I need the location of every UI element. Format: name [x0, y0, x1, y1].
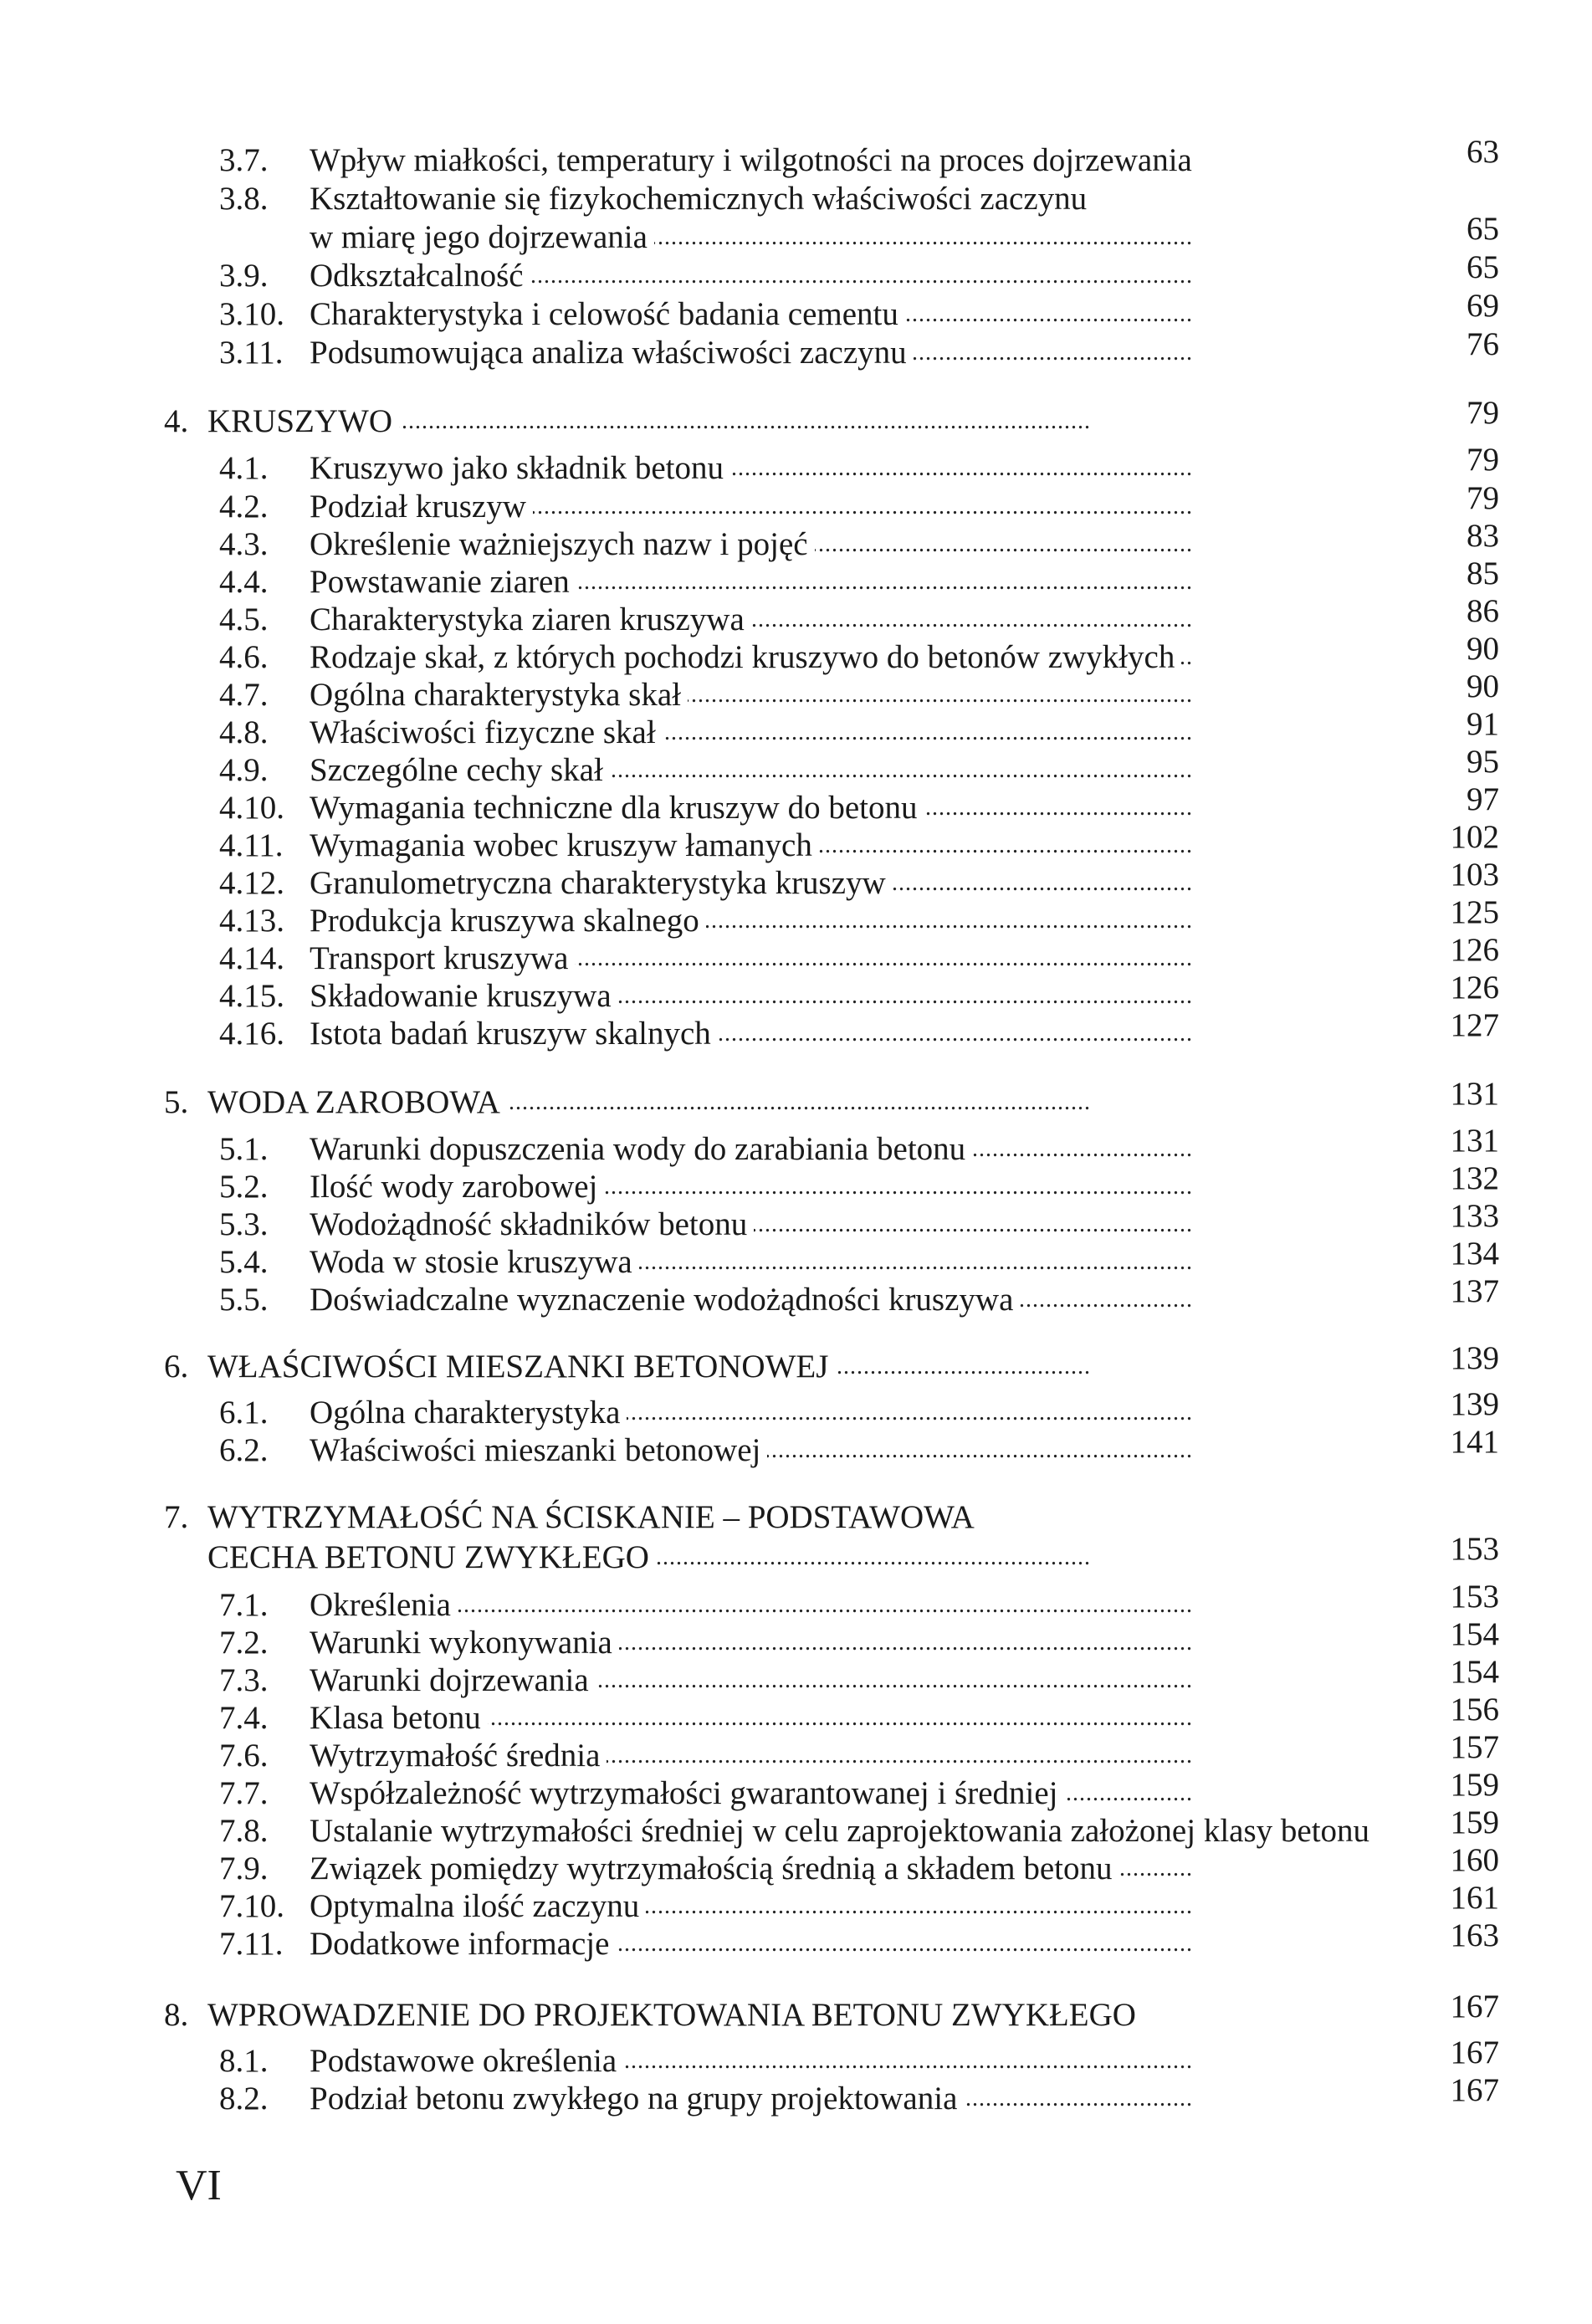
page-number-footer: VI [176, 2162, 222, 2209]
entry-title: Warunki dopuszczenia wody do zarabiania betonu [310, 1131, 972, 1167]
toc-entry [219, 480, 1499, 527]
entry-title: w miarę jego dojrzewania [310, 219, 654, 255]
entry-page: 131 [1450, 1123, 1499, 1159]
chapter-title: KRUSZYWO [207, 403, 399, 439]
entry-page: 139 [1450, 1386, 1499, 1422]
entry-number: 4.6. [219, 639, 269, 675]
entry-number: 3.8. [219, 181, 269, 217]
entry-number: 7.2. [219, 1625, 269, 1661]
toc-entry [219, 970, 1499, 1016]
toc-entry [219, 2035, 1499, 2081]
entry-title: Podstawowe określenia [310, 2043, 623, 2079]
toc-entry [219, 631, 1499, 678]
entry-number: 4.9. [219, 752, 269, 788]
toc-entry [219, 1804, 1499, 1851]
entry-number: 4.16. [219, 1016, 284, 1052]
entry-title: Powstawanie ziaren [310, 564, 576, 600]
entry-number: 7.1. [219, 1587, 269, 1623]
toc-entry [219, 518, 1499, 565]
chapter-page: 131 [1450, 1076, 1499, 1112]
toc-entry [219, 1729, 1499, 1776]
toc-entry [219, 1236, 1499, 1282]
entry-number: 4.11. [219, 827, 284, 863]
entry-title: Dodatkowe informacje [310, 1926, 616, 1962]
toc-entry [219, 326, 1499, 373]
entry-page: 65 [1467, 249, 1499, 285]
entry-number: 3.7. [219, 142, 269, 178]
entry-number: 7.4. [219, 1700, 269, 1736]
chapter-number: 6. [164, 1349, 189, 1385]
entry-page: 63 [1467, 134, 1499, 170]
toc-entry [219, 1424, 1499, 1471]
entry-number: 4.5. [219, 601, 269, 637]
entry-page: 86 [1467, 593, 1499, 629]
toc-chapter [164, 395, 1499, 442]
entry-page: 90 [1467, 631, 1499, 667]
entry-title: Właściwości fizyczne skał [310, 714, 663, 750]
entry-title: Składowanie kruszywa [310, 978, 618, 1014]
chapter-number: 5. [164, 1084, 189, 1120]
entry-number: 4.7. [219, 677, 269, 713]
entry-page: 85 [1467, 555, 1499, 591]
entry-number: 4.2. [219, 489, 269, 525]
entry-title: Podział kruszyw [310, 489, 533, 525]
chapter-number: 4. [164, 403, 189, 439]
entry-number: 6.1. [219, 1395, 269, 1431]
entry-page: 134 [1450, 1236, 1499, 1272]
entry-page: 153 [1450, 1579, 1499, 1615]
entry-number: 7.10. [219, 1888, 284, 1924]
entry-page: 91 [1467, 706, 1499, 742]
entry-page: 137 [1450, 1273, 1499, 1309]
toc-entry [219, 1767, 1499, 1814]
chapter-page: 153 [1450, 1531, 1499, 1567]
entry-title: Optymalna ilość zaczynu [310, 1888, 646, 1924]
entry-number: 7.3. [219, 1662, 269, 1698]
chapter-title: CECHA BETONU ZWYKŁEGO [207, 1539, 656, 1575]
entry-title: Współzależność wytrzymałości gwarantowanej i średniej [310, 1775, 1065, 1811]
chapter-title: WPROWADZENIE DO PROJEKTOWANIA BETONU ZWYKŁEGO [207, 1997, 1143, 2033]
entry-page: 157 [1450, 1729, 1499, 1765]
entry-page: 97 [1467, 781, 1499, 817]
entry-page: 79 [1467, 442, 1499, 478]
entry-title: Ogólna charakterystyka skał [310, 677, 688, 713]
entry-page: 132 [1450, 1160, 1499, 1196]
entry-number: 7.8. [219, 1813, 269, 1849]
entry-title: Odkształcalność [310, 258, 530, 294]
entry-page: 127 [1450, 1007, 1499, 1043]
toc-entry [219, 819, 1499, 866]
toc-entry [219, 555, 1499, 602]
chapter-number: 8. [164, 1997, 189, 2033]
toc-entry [219, 249, 1499, 296]
toc-entry [219, 442, 1499, 489]
entry-title: Istota badań kruszyw skalnych [310, 1016, 718, 1052]
entry-number: 4.1. [219, 450, 269, 486]
entry-number: 4.13. [219, 903, 284, 939]
entry-page: 65 [1467, 211, 1499, 247]
entry-title: Transport kruszywa [310, 940, 575, 976]
entry-number: 3.11. [219, 335, 284, 371]
entry-page: 69 [1467, 288, 1499, 324]
entry-title: Wodożądność składników betonu [310, 1206, 754, 1242]
toc-entry [219, 1917, 1499, 1964]
toc-entry [219, 857, 1499, 903]
entry-title: Wymagania wobec kruszyw łamanych [310, 827, 819, 863]
entry-page: 154 [1450, 1654, 1499, 1690]
entry-title: Charakterystyka ziaren kruszywa [310, 601, 751, 637]
entry-page: 76 [1467, 326, 1499, 362]
entry-page: 102 [1450, 819, 1499, 855]
entry-number: 5.3. [219, 1206, 269, 1242]
entry-title: Określenia [310, 1587, 458, 1623]
toc-chapter [164, 1989, 1499, 2035]
entry-number: 5.2. [219, 1169, 269, 1205]
entry-page: 167 [1450, 2035, 1499, 2071]
entry-title: Podsumowująca analiza właściwości zaczynu [310, 335, 914, 371]
entry-number: 7.6. [219, 1738, 269, 1774]
toc-entry [219, 1579, 1499, 1625]
entry-number: 8.2. [219, 2081, 269, 2117]
entry-page: 83 [1467, 518, 1499, 554]
entry-title: Podział betonu zwykłego na grupy projektowania [310, 2081, 964, 2117]
entry-number: 8.1. [219, 2043, 269, 2079]
entry-number: 4.14. [219, 940, 284, 976]
toc-chapter [164, 1531, 1499, 1578]
toc-entry [219, 1007, 1499, 1054]
entry-title: Szczególne cechy skał [310, 752, 610, 788]
entry-number: 7.9. [219, 1850, 269, 1886]
entry-title: Określenie ważniejszych nazw i pojęć [310, 526, 815, 562]
entry-number: 5.4. [219, 1244, 269, 1280]
toc-chapter-line1 [164, 1497, 1499, 1538]
toc-entry-line1 [219, 179, 1499, 219]
toc-chapter [164, 1076, 1499, 1123]
chapter-page: 139 [1450, 1340, 1499, 1376]
toc-entry [219, 1880, 1499, 1927]
toc-entry [219, 894, 1499, 941]
entry-title: Wytrzymałość średnia [310, 1738, 607, 1774]
entry-title: Kruszywo jako składnik betonu [310, 450, 730, 486]
entry-page: 159 [1450, 1804, 1499, 1840]
toc-entry [219, 706, 1499, 753]
entry-number: 4.10. [219, 790, 284, 826]
entry-title: Charakterystyka i celowość badania cementu [310, 296, 905, 332]
entry-page: 167 [1450, 2072, 1499, 2108]
toc-entry [219, 288, 1499, 335]
entry-number: 4.8. [219, 714, 269, 750]
entry-title: Właściwości mieszanki betonowej [310, 1432, 767, 1468]
entry-page: 103 [1450, 857, 1499, 893]
toc-entry [219, 1386, 1499, 1433]
toc-entry [219, 1842, 1499, 1889]
toc-entry [219, 1273, 1499, 1320]
entry-title: Woda w stosie kruszywa [310, 1244, 639, 1280]
entry-page: 126 [1450, 932, 1499, 968]
entry-page: 141 [1450, 1424, 1499, 1460]
entry-title: Ilość wody zarobowej [310, 1169, 604, 1205]
entry-page: 154 [1450, 1616, 1499, 1652]
entry-number: 4.12. [219, 865, 284, 901]
entry-page: 133 [1450, 1198, 1499, 1234]
entry-page: 160 [1450, 1842, 1499, 1878]
chapter-title: WŁAŚCIWOŚCI MIESZANKI BETONOWEJ [207, 1349, 835, 1385]
toc-entry [219, 134, 1499, 181]
toc-entry [219, 1123, 1499, 1170]
entry-page: 126 [1450, 970, 1499, 1006]
entry-title: Rodzaje skał, z których pochodzi kruszywo do betonów zwykłych [310, 639, 1181, 675]
entry-number: 5.1. [219, 1131, 269, 1167]
entry-number: 7.7. [219, 1775, 269, 1811]
entry-title: Wpływ miałkości, temperatury i wilgotności na proces dojrzewania [310, 142, 1199, 178]
entry-title: Ustalanie wytrzymałości średniej w celu zaprojektowania założonej klasy betonu [310, 1813, 1376, 1849]
entry-page: 163 [1450, 1917, 1499, 1953]
entry-number: 3.10. [219, 296, 284, 332]
toc-entry [219, 1198, 1499, 1245]
entry-page: 161 [1450, 1880, 1499, 1916]
entry-title: Związek pomiędzy wytrzymałością średnią a składem betonu [310, 1850, 1119, 1886]
toc-entry [219, 744, 1499, 791]
entry-title: Wymagania techniczne dla kruszyw do betonu [310, 790, 924, 826]
toc-entry [219, 211, 1499, 258]
toc-entry [219, 932, 1499, 979]
chapter-page: 79 [1467, 395, 1499, 431]
toc-chapter [164, 1340, 1499, 1387]
chapter-title-line1: WYTRZYMAŁOŚĆ NA ŚCISKANIE – PODSTAWOWA [207, 1499, 975, 1535]
entry-title: Ogólna charakterystyka [310, 1395, 627, 1431]
chapter-title: WODA ZAROBOWA [207, 1084, 507, 1120]
entry-title: Klasa betonu [310, 1700, 488, 1736]
entry-title: Granulometryczna charakterystyka kruszyw [310, 865, 893, 901]
toc-entry [219, 2072, 1499, 2119]
toc-entry [219, 1654, 1499, 1701]
chapter-number: 7. [164, 1499, 189, 1535]
toc-entry [219, 781, 1499, 828]
toc-entry [219, 668, 1499, 715]
entry-number: 3.9. [219, 258, 269, 294]
entry-page: 79 [1467, 480, 1499, 516]
chapter-page: 167 [1450, 1989, 1499, 2025]
entry-title: Warunki dojrzewania [310, 1662, 596, 1698]
toc-entry [219, 1692, 1499, 1738]
entry-number: 4.3. [219, 526, 269, 562]
entry-page: 156 [1450, 1692, 1499, 1728]
toc-entry [219, 1160, 1499, 1207]
toc-entry [219, 593, 1499, 640]
entry-title: Doświadczalne wyznaczenie wodożądności kruszywa [310, 1282, 1020, 1318]
entry-number: 7.11. [219, 1926, 284, 1962]
entry-page: 159 [1450, 1767, 1499, 1803]
entry-page: 90 [1467, 668, 1499, 704]
toc-entry [219, 1616, 1499, 1663]
entry-number: 5.5. [219, 1282, 269, 1318]
entry-page: 125 [1450, 894, 1499, 930]
entry-title: Produkcja kruszywa skalnego [310, 903, 706, 939]
entry-number: 6.2. [219, 1432, 269, 1468]
entry-title-line1: Kształtowanie się fizykochemicznych właściwości zaczynu [310, 181, 1088, 217]
entry-number: 4.4. [219, 564, 269, 600]
entry-number: 4.15. [219, 978, 284, 1014]
entry-page: 95 [1467, 744, 1499, 780]
entry-title: Warunki wykonywania [310, 1625, 619, 1661]
